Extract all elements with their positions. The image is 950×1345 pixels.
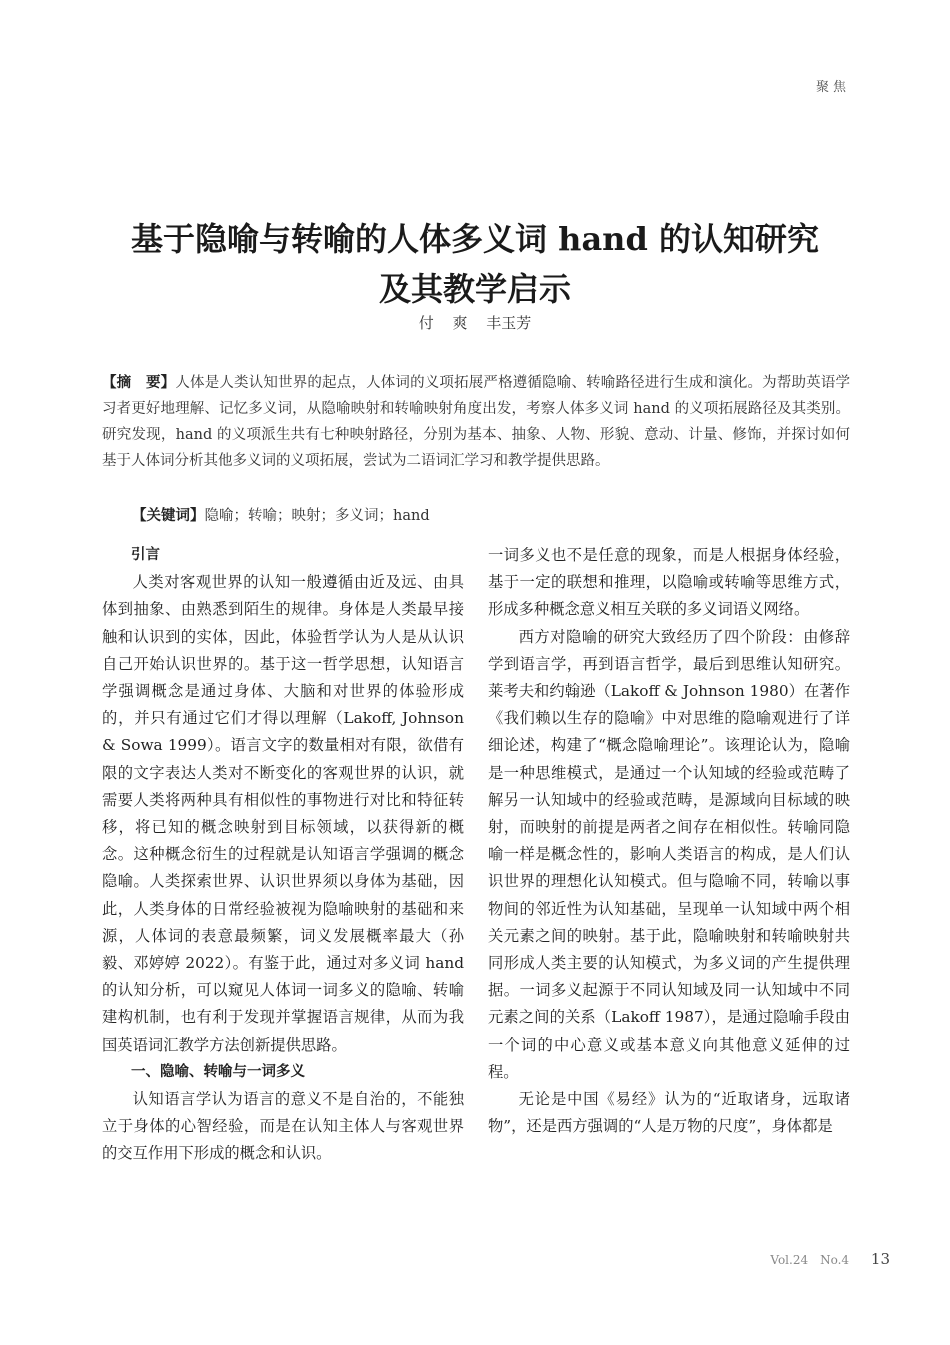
body-column-right	[488, 542, 850, 1140]
volume-info: Vol.24 No.4	[770, 1253, 850, 1267]
page-footer	[770, 1250, 890, 1268]
paragraph-section1-continued: 一词多义也不是任意的现象，而是人根据身体经验，基于一定的联想和推理，以隐喻或转喻等思维方式，形成多种概念意义相互关联的多义词语义网络。	[488, 546, 850, 619]
article-title-line-2: 及其教学启示	[378, 270, 571, 308]
author-2: 丰玉芳	[486, 314, 532, 332]
keywords-label: 【关键词】	[132, 508, 205, 524]
author-list	[0, 312, 950, 333]
keywords-text: 隐喻；转喻；映射；多义词；hand	[204, 508, 430, 524]
section-heading-intro: 引言	[131, 547, 160, 563]
journal-section-label: 聚焦	[815, 80, 850, 95]
paragraph-metaphor-history: 西方对隐喻的研究大致经历了四个阶段：由修辞学到语言学，再到语言哲学，最后到思维认知研究。莱考夫和约翰逊（Lakoff & Johnson 1980）在著作《我们赖以生存的隐喻》中对思维的隐喻观进行了详细论述，构建了“概念隐喻理论”。该理论认为，隐喻是一种思维模式，是通过一个认知域的经验或范畴了解另一认知域中的经验或范畴，是源域向目标域的映射，而映射的前提是两者之间存在相似性。转喻同隐喻一样是概念性的，影响人类语言的构成，是人们认识世界的理想化认知模式。但与隐喻不同，转喻以事物间的邻近性为认知基础，呈现单一认知域中两个相关元素之间的映射。基于此，隐喻映射和转喻映射共同形成人类主要的认知模式，为多义词的产生提供理据。一词多义起源于不同认知域及同一认知域中不同元素之间的关系（Lakoff 1987），是通过隐喻手段由一个词的中心意义或基本意义向其他意义延伸的过程。	[488, 627, 850, 1081]
body-column-left	[102, 542, 464, 1168]
paragraph-intro: 人类对客观世界的认知一般遵循由近及远、由具体到抽象、由熟悉到陌生的规律。身体是人类最早接触和认识到的实体，因此，体验哲学认为人是从认识自己开始认识世界的。基于这一哲学思想，认知语言学强调概念是通过身体、大脑和对世界的体验形成的，并只有通过它们才得以理解（Lakoff, Johnson & Sowa 1999）。语言文字的数量相对有限，欲借有限的文字表达人类对不断变化的客观世界的认识，就需要人类将两种具有相似性的事物进行对比和特征转移，将已知的概念映射到目标领域，以获得新的概念。这种概念衍生的过程就是认知语言学强调的概念隐喻。人类探索世界、认识世界须以身体为基础，因此，人类身体的日常经验被视为隐喻映射的基础和来源，人体词的表意最频繁，词义发展概率最大（孙毅、邓婷婷 2022）。有鉴于此，通过对多义词 hand 的认知分析，可以窥见人体词一词多义的隐喻、转喻建构机制，也有利于发现并掌握语言规律，从而为我国英语词汇教学方法创新提供思路。	[102, 573, 464, 1054]
section-heading-1: 一、隐喻、转喻与一词多义	[131, 1063, 305, 1080]
abstract-text: 人体是人类认知世界的起点，人体词的义项拓展严格遵循隐喻、转喻路径进行生成和演化。为帮助英语学习者更好地理解、记忆多义词，从隐喻映射和转喻映射角度出发，考察人体多义词 hand 的义项拓展路径及其类别。研究发现，hand 的义项派生共有七种映射路径，分别为基本、抽象、人物、形貌、意动、计量、修饰，并探讨如何基于人体词分析其他多义词的义项拓展，尝试为二语词汇学习和教学提供思路。	[102, 375, 851, 469]
keywords	[132, 503, 850, 529]
article-title	[0, 214, 950, 314]
abstract-label: 【摘 要】	[102, 375, 176, 391]
abstract	[102, 370, 850, 474]
author-1: 付 爽	[418, 314, 468, 332]
paragraph-section1-start: 认知语言学认为语言的意义不是自治的，不能独立于身体的心智经验，而是在认知主体人与客观世界的交互作用下形成的概念和认识。	[102, 1090, 464, 1163]
page-number: 13	[870, 1250, 890, 1268]
paragraph-body-view: 无论是中国《易经》认为的“近取诸身，远取诸物”，还是西方强调的“人是万物的尺度”，身体都是	[488, 1090, 850, 1136]
article-title-line-1: 基于隐喻与转喻的人体多义词 hand 的认知研究	[131, 220, 819, 258]
